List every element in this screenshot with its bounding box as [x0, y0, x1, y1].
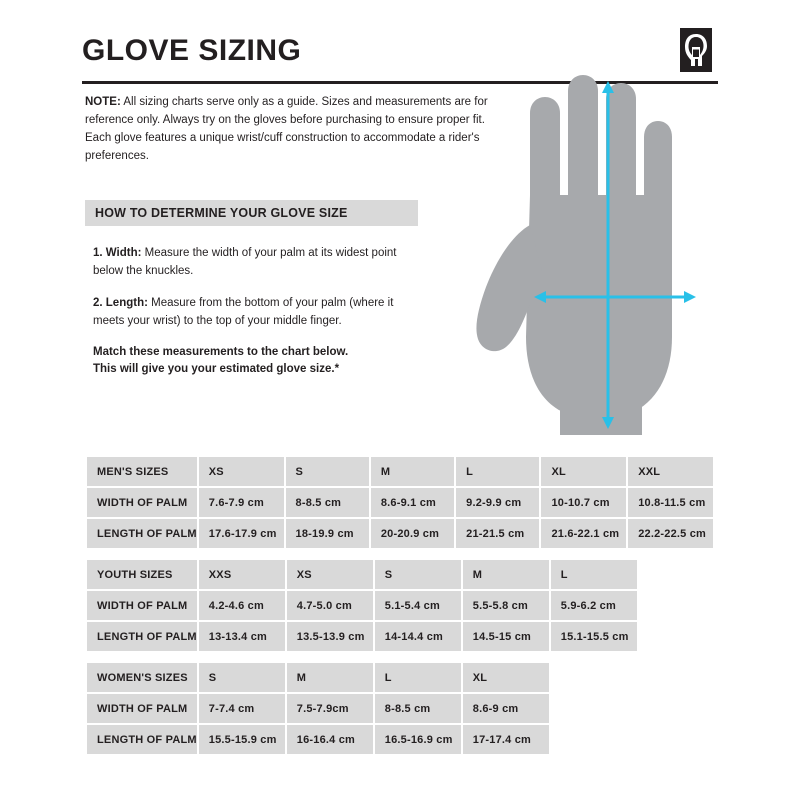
table-cell: 16.5-16.9 cm	[374, 724, 462, 755]
table-spacer	[85, 653, 715, 661]
page-title: GLOVE SIZING	[82, 34, 302, 67]
table-cell: 15.1-15.5 cm	[550, 621, 638, 652]
table-cell: 7.6-7.9 cm	[198, 487, 285, 518]
table-cell: 14.5-15 cm	[462, 621, 550, 652]
table-cell: 8-8.5 cm	[374, 693, 462, 724]
table-header-row	[86, 559, 638, 590]
table-header-row	[86, 456, 714, 487]
row-label: WIDTH OF PALM	[86, 487, 198, 518]
table-header-cell: XS	[286, 559, 374, 590]
table-header-cell: M	[370, 456, 455, 487]
table-header-cell: L	[374, 662, 462, 693]
table-cell: 8-8.5 cm	[285, 487, 370, 518]
howto-step-2-label: 2. Length:	[93, 297, 148, 309]
table-header-cell: S	[285, 456, 370, 487]
table-cell: 17.6-17.9 cm	[198, 518, 285, 549]
table-cell: 8.6-9 cm	[462, 693, 550, 724]
table-row	[86, 518, 714, 549]
mens-size-table	[85, 455, 715, 550]
howto-step-2	[93, 294, 423, 330]
table-cell: 5.1-5.4 cm	[374, 590, 462, 621]
row-label: WIDTH OF PALM	[86, 693, 198, 724]
row-label: WIDTH OF PALM	[86, 590, 198, 621]
womens-size-table	[85, 661, 551, 756]
table-header-cell: L	[455, 456, 540, 487]
howto-step-2-text: Measure from the bottom of your palm (where it meets your wrist) to the top of your middle finger.	[93, 297, 394, 327]
table-header-cell: S	[198, 662, 286, 693]
table-cell: 14-14.4 cm	[374, 621, 462, 652]
table-cell: 7.5-7.9cm	[286, 693, 374, 724]
table-cell: 9.2-9.9 cm	[455, 487, 540, 518]
table-row	[86, 621, 638, 652]
table-header-cell: S	[374, 559, 462, 590]
table-header-row	[86, 662, 550, 693]
table-header-cell: XL	[462, 662, 550, 693]
table-header-cell: M	[462, 559, 550, 590]
howto-step-1	[93, 244, 423, 280]
row-label: LENGTH OF PALM	[86, 518, 198, 549]
table-cell: 16-16.4 cm	[286, 724, 374, 755]
table-cell: 20-20.9 cm	[370, 518, 455, 549]
table-cell: 15.5-15.9 cm	[198, 724, 286, 755]
howto-match-note	[93, 344, 423, 378]
table-cell: 10.8-11.5 cm	[627, 487, 714, 518]
table-cell: 18-19.9 cm	[285, 518, 370, 549]
table-cell: 10-10.7 cm	[540, 487, 627, 518]
table-header-cell: WOMEN'S SIZES	[86, 662, 198, 693]
table-cell: 22.2-22.5 cm	[627, 518, 714, 549]
table-header-cell: XL	[540, 456, 627, 487]
table-row	[86, 487, 714, 518]
hand-illustration	[430, 75, 720, 435]
hand-palm-outline-icon	[476, 75, 672, 435]
howto-match-line-1: Match these measurements to the chart below.	[93, 346, 349, 358]
table-cell: 5.9-6.2 cm	[550, 590, 638, 621]
table-cell: 7-7.4 cm	[198, 693, 286, 724]
table-cell: 13-13.4 cm	[198, 621, 286, 652]
table-header-cell: XS	[198, 456, 285, 487]
table-cell: 13.5-13.9 cm	[286, 621, 374, 652]
row-label: LENGTH OF PALM	[86, 621, 198, 652]
table-header-cell: YOUTH SIZES	[86, 559, 198, 590]
table-row	[86, 590, 638, 621]
howto-body	[93, 244, 423, 392]
howto-match-line-2: This will give you your estimated glove size.*	[93, 363, 340, 375]
howto-banner-label: HOW TO DETERMINE YOUR GLOVE SIZE	[95, 206, 348, 220]
howto-step-1-label: 1. Width:	[93, 247, 142, 259]
table-header-cell: MEN'S SIZES	[86, 456, 198, 487]
table-header-cell: M	[286, 662, 374, 693]
table-cell: 17-17.4 cm	[462, 724, 550, 755]
table-header-cell: XXS	[198, 559, 286, 590]
note-label: NOTE:	[85, 96, 121, 108]
table-header-cell: L	[550, 559, 638, 590]
youth-size-table	[85, 558, 639, 653]
table-spacer	[85, 550, 715, 558]
howto-banner	[85, 200, 418, 226]
table-cell: 8.6-9.1 cm	[370, 487, 455, 518]
table-header-cell: XXL	[627, 456, 714, 487]
table-cell: 21-21.5 cm	[455, 518, 540, 549]
table-cell: 4.7-5.0 cm	[286, 590, 374, 621]
table-row	[86, 724, 550, 755]
spartan-helmet-logo-icon	[674, 26, 718, 74]
note-text: All sizing charts serve only as a guide. Sizes and measurements are for reference only. Always try on the gloves before purchasing to ensure proper fit. Each glove features a unique wrist/cuff construction to accommodate a rider's preferences.	[85, 96, 488, 162]
table-cell: 21.6-22.1 cm	[540, 518, 627, 549]
howto-step-1-text: Measure the width of your palm at its widest point below the knuckles.	[93, 247, 397, 277]
table-row	[86, 693, 550, 724]
table-cell: 4.2-4.6 cm	[198, 590, 286, 621]
size-tables	[85, 455, 715, 756]
table-cell: 5.5-5.8 cm	[462, 590, 550, 621]
row-label: LENGTH OF PALM	[86, 724, 198, 755]
